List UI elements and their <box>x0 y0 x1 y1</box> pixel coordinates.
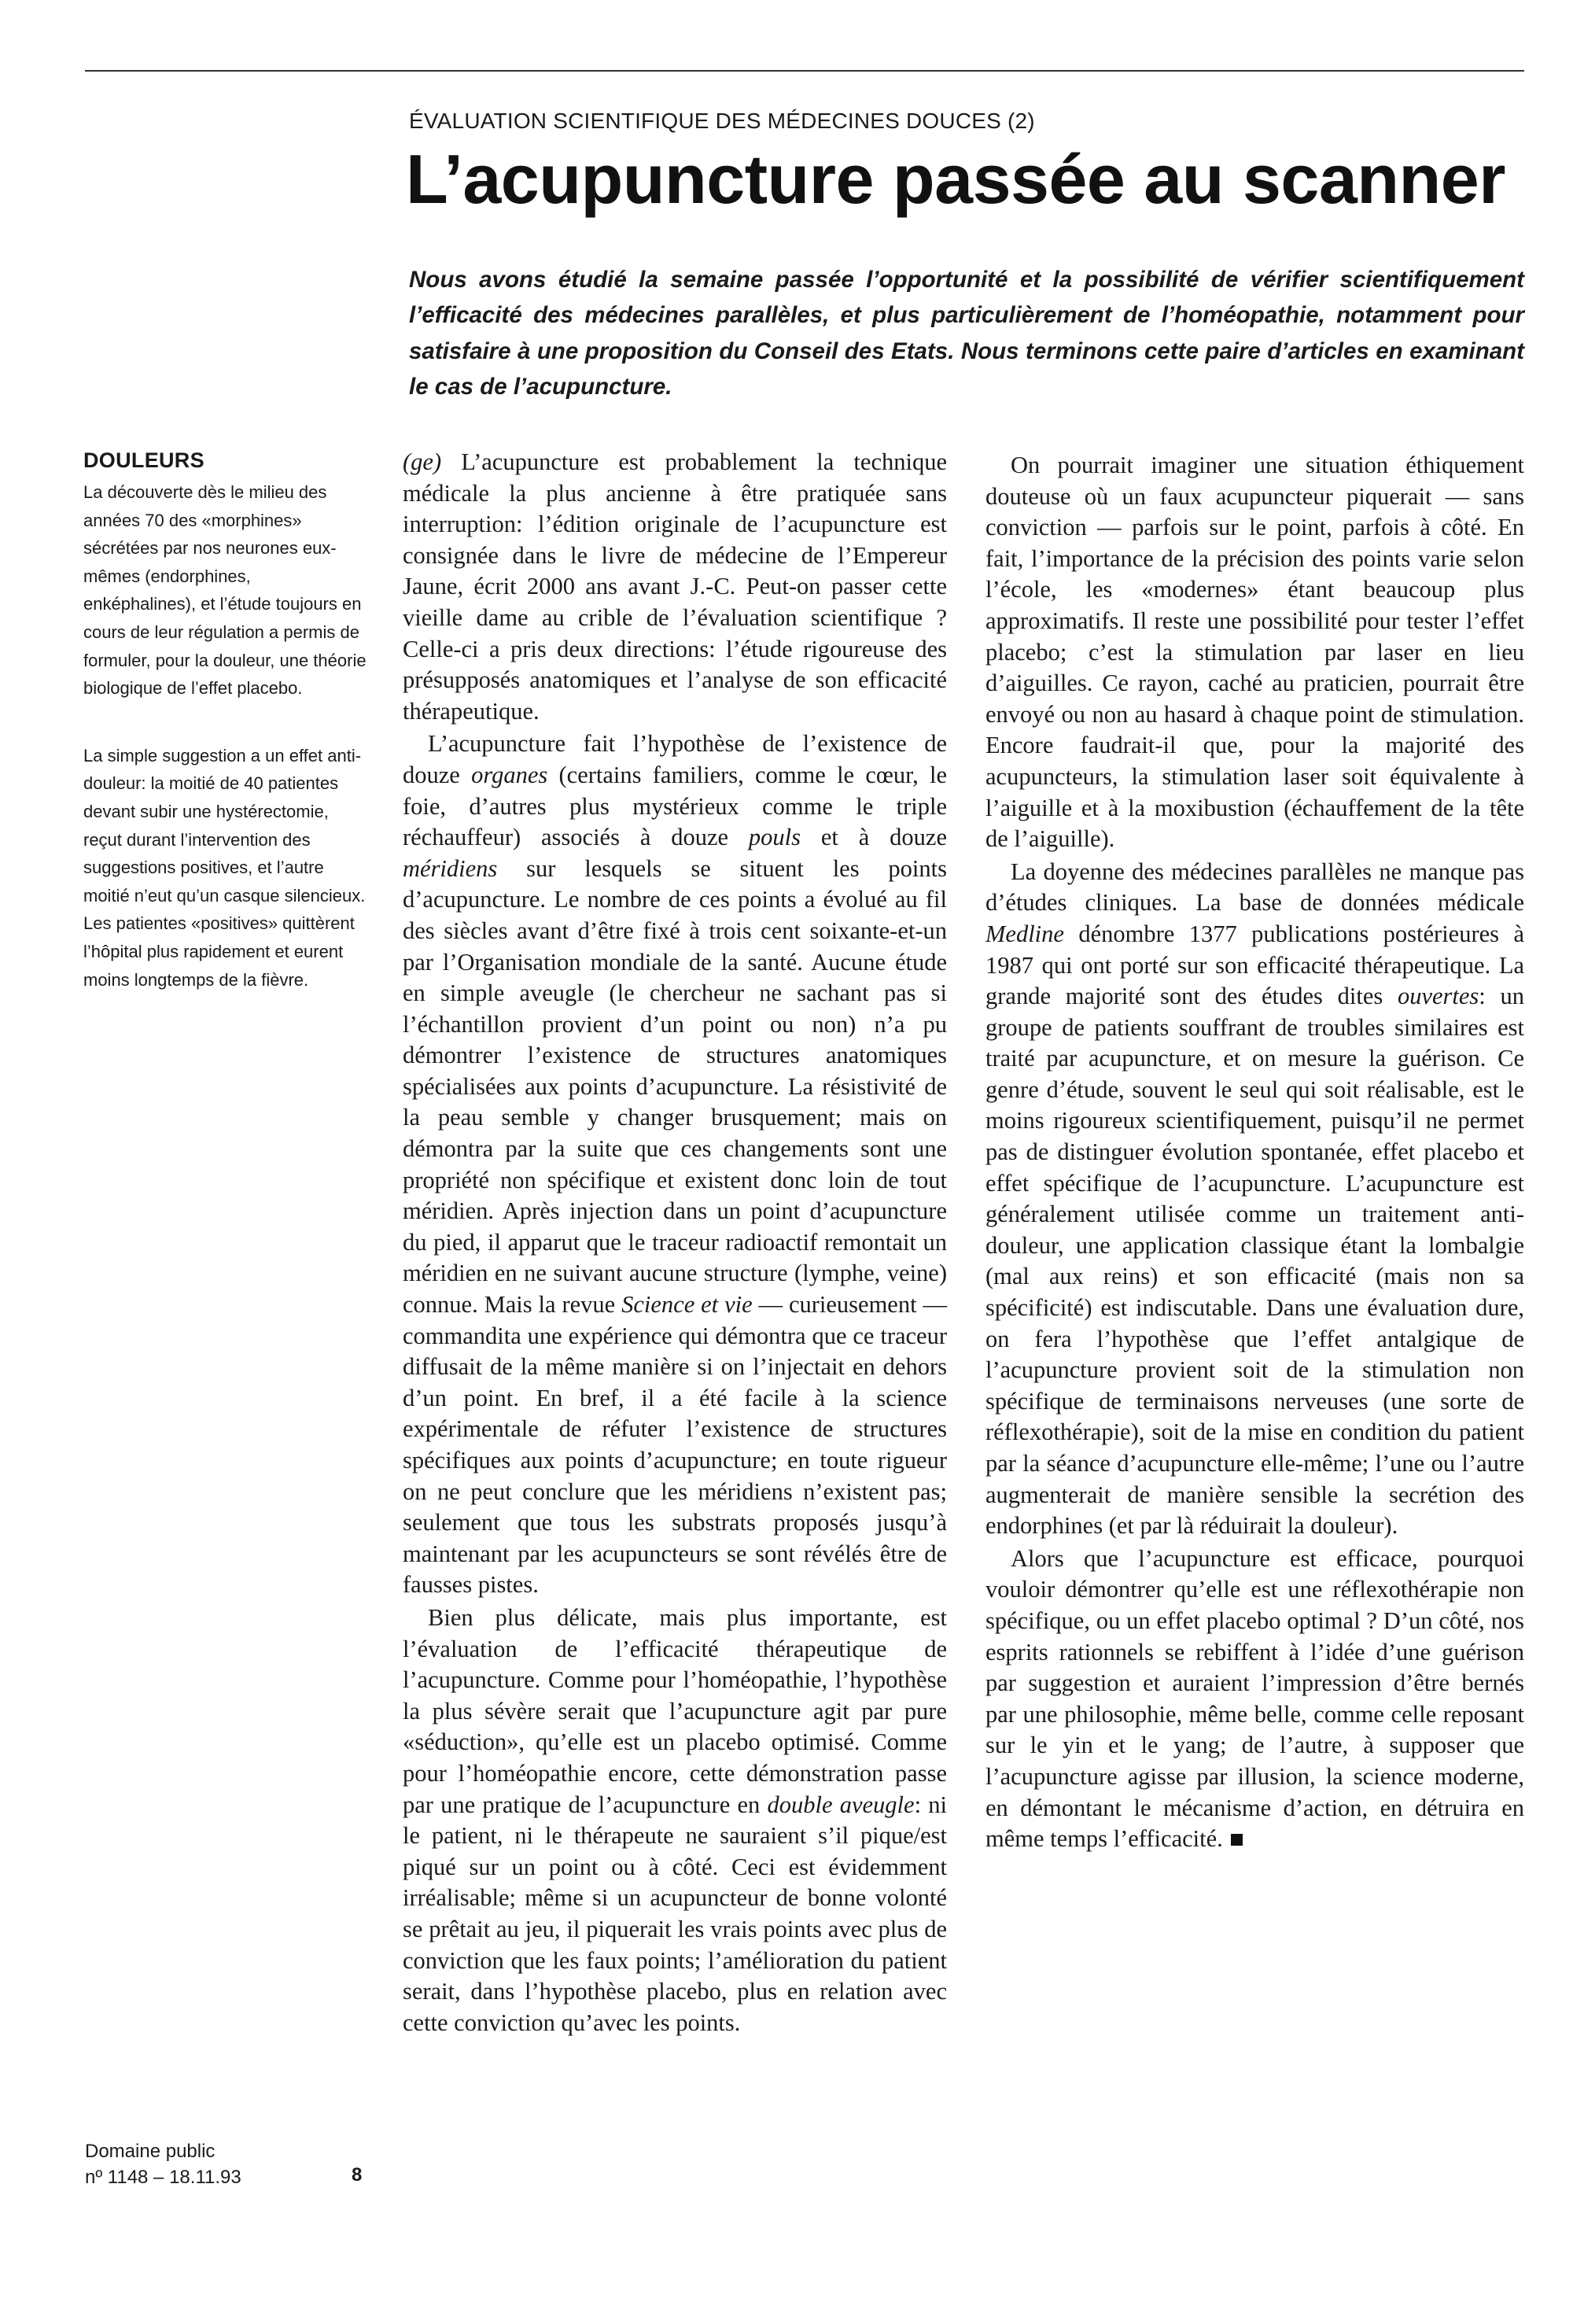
publication-name: Domaine public <box>85 2141 216 2162</box>
end-of-article-mark <box>1231 1834 1243 1846</box>
article-column-2 <box>985 447 1524 1855</box>
paragraph-efficacy: Bien plus délicate, mais plus importante, est l’évaluation de l’efficacité thérapeutique de l’acupuncture. Comme pour l’homéopathie, l’hypothèse la plus sévère serait que l’acupuncture agit par pure «séduction», qu’elle est un placebo optimisé. Comme pour l’homéopathie encore, cette démonstration passe par une pratique de l’acupuncture en double aveugle: ni le patient, ni le thérapeute ne sauraient s’il pique/est piqué sur un point ou à côté. Ceci est évidemment irréalisable; même si un acupuncteur de bonne volonté se prêtait au jeu, il piquerait les vrais points avec plus de conviction que les faux points; l’amélioration du patient serait, dans l’hypothèse placebo, plus en relation avec cette conviction qu’avec les points. <box>403 1603 947 2036</box>
byline: (ge) <box>403 448 442 475</box>
paragraph-anatomy: L’acupuncture fait l’hypothèse de l’existence de douze organes (certains familiers, comme le cœur, le foie, d’autres plus mystérieux comme le triple réchauffeur) associés à douze pouls et à douze méridiens sur lesquels se situent les points d’acupuncture. Le nombre de ces points a évolué au fil des siècles avant d’être fixé à trois cent soixante-et-un par l’Organisation mondiale de la santé. Aucune étude en simple aveugle (le chercheur ne sachant pas si l’échantillon provient d’un point ou non) n’a pu démontrer l’existence de structures anatomiques spécialisées aux points d’acupuncture. La résistivité de la peau semble y changer brusquement; mais on démontra par la suite que ces changements sont une propriété non spécifique et existent donc loin de tout méridien. Après injection dans un point d’acupuncture du pied, il apparut que le traceur radioactif remontait un méridien en ne suivant aucune structure (lymphe, veine) connue. Mais la revue Science et vie — curieusement — commandita une expérience qui démontra que ce traceur diffusait de la même manière si on l’injectait en dehors d’un point. En bref, il a été facile à la science expérimentale de réfuter l’existence de structures spécifiques aux points d’acupuncture; en toute rigueur on ne peut conclure que les méridiens n’existent pas; seulement que tous les substrats proposés jusqu’à maintenant par les acupuncteurs se sont révélés être de fausses pistes. <box>403 730 947 1599</box>
paragraph-laser: On pourrait imaginer une situation éthiquement douteuse où un faux acupuncteur piquerait — sans conviction — parfois sur le point, parfois à côté. En fait, l’importance de la précision des points varie selon l’école, les «modernes» étant beaucoup plus approximatifs. Il reste une possibilité pour tester l’effet placebo; c’est la stimulation par laser en lieu d’aiguilles. Ce rayon, caché au praticien, pourrait être envoyé ou non au hasard à chaque point de stimulation. Encore faudrait-il que, pour la majorité des acupuncteurs, la stimulation laser soit équivalente à l’aiguille et à la moxibustion (échauffement de la tête de l’aiguille). <box>985 452 1524 853</box>
publication-footer <box>85 2138 368 2190</box>
issue-info: nº 1148 – 18.11.93 <box>85 2167 241 2188</box>
sidebar-heading: DOULEURS <box>83 448 204 472</box>
paragraph-conclusion: Alors que l’acupuncture est efficace, pourquoi vouloir démontrer qu’elle est une réflexothérapie non spécifique, ou un effet placebo optimal ? D’un côté, nos esprits rationnels se rebiffent à l’idée d’une guérison par suggestion et auraient l’impression d’être bernés par une philosophie, même belle, comme celle reposant sur le yin et le yang; de l’autre, à supposer que l’acupuncture agisse par illusion, la science moderne, en démontant le mécanisme d’action, en détruira en même temps l’efficacité. <box>985 1544 1524 1853</box>
section-kicker: ÉVALUATION SCIENTIFIQUE DES MÉDECINES DOUCES (2) <box>409 109 1035 133</box>
article-title: L’acupuncture passée au scanner <box>406 140 1505 218</box>
top-rule <box>85 70 1524 72</box>
article-column-1 <box>403 447 947 2038</box>
paragraph-intro: (ge) L’acupuncture est probablement la technique médicale la plus ancienne à être pratiquée sans interruption: l’édition originale de l’acupuncture est consignée dans le livre de médecine de l’Empereur Jaune, écrit 2000 ans avant J.-C. Peut-on passer cette vieille dame au crible de l’évaluation scientifique ? Celle-ci a pris deux directions: l’étude rigoureuse des présupposés anatomiques et l’analyse de son efficacité thérapeutique. <box>403 448 947 725</box>
sidebar-note-suggestion: La simple suggestion a un effet anti-douleur: la moitié de 40 patientes devant subir une hystérectomie, reçut durant l’intervention des suggestions positives, et l’autre moitié n’eut qu’un casque silencieux. Les patientes «positives» quittèrent l’hôpital plus rapidement et eurent moins longtemps de la fièvre. <box>83 745 366 990</box>
article-lead: Nous avons étudié la semaine passée l’opportunité et la possibilité de vérifier scientifiquement l’efficacité des médecines parallèles, et plus particulièrement de l’homéopathie, notamment pour satisfaire à une proposition du Conseil des Etats. Nous terminons cette paire d’articles en examinant le cas de l’acupuncture. <box>409 267 1524 400</box>
paragraph-studies: La doyenne des médecines parallèles ne manque pas d’études cliniques. La base de données médicale Medline dénombre 1377 publications postérieures à 1987 qui ont porté sur son efficacité thérapeutique. La grande majorité sont des études dites ouvertes: un groupe de patients souffrant de troubles similaires est traité par acupuncture, et on mesure la guérison. Ce genre d’étude, souvent le seul qui soit réalisable, est le moins rigoureux scientifiquement, puisqu’il ne permet pas de distinguer évolution spontanée, effet placebo et effet spécifique de l’acupuncture. L’acupuncture est généralement utilisée comme un traitement anti-douleur, une application classique étant la lombalgie (mal aux reins) et son efficacité (mais non sa spécificité) est indiscutable. Dans une évaluation dure, on fera l’hypothèse que l’effet antalgique de l’acupuncture provient soit de la stimulation non spécifique de terminaisons nerveuses (une sorte de réflexothérapie), soit de la mise en condition du patient par la séance d’acupuncture elle-même; l’une ou l’autre augmenterait de manière sensible la secrétion des endorphines (et par là réduirait la douleur). <box>985 858 1524 1540</box>
sidebar-note-endorphins: La découverte dès le milieu des années 70 des «morphines» sécrétées par nos neurones eux-mêmes (endorphines, enképhalines), et l’étude toujours en cours de leur régulation a permis de formuler, pour la douleur, une théorie biologique de l’effet placebo. <box>83 482 367 699</box>
page-number: 8 <box>352 2164 363 2186</box>
sidebar <box>83 447 367 994</box>
